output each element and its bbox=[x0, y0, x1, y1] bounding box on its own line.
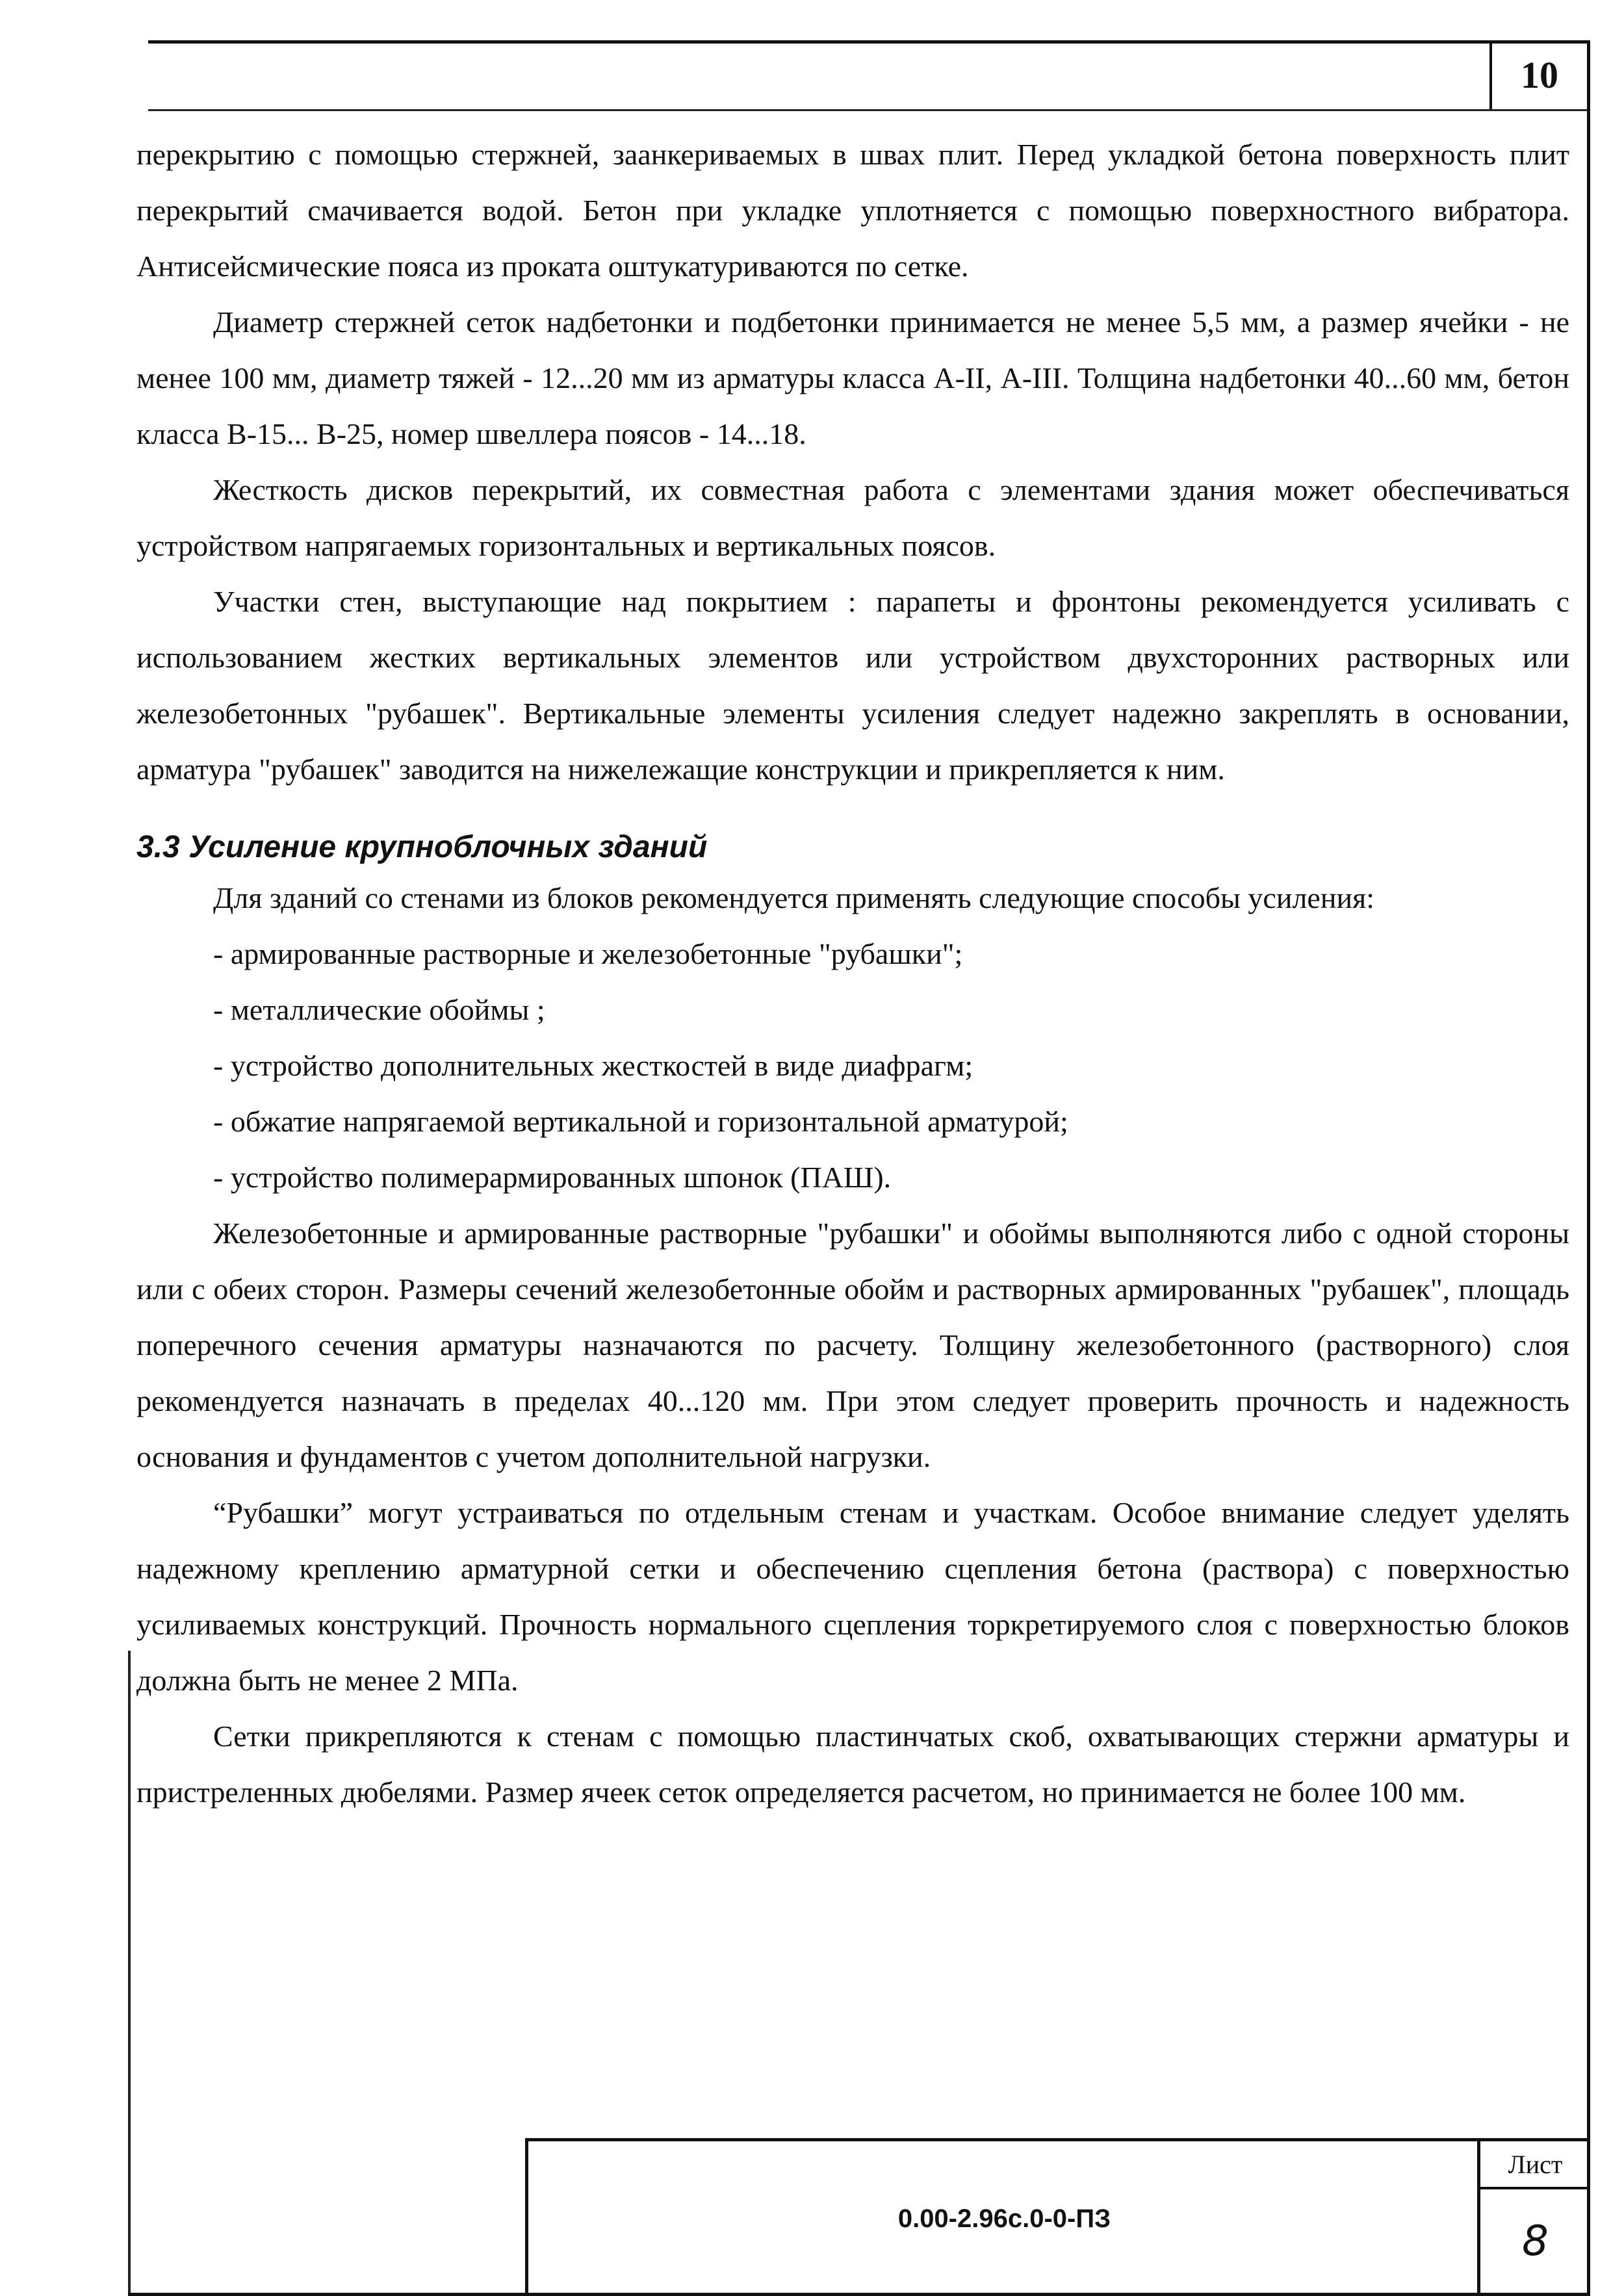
list-item: - устройство полимерармированных шпонок (ПАШ). bbox=[213, 1161, 892, 1194]
top-rule bbox=[148, 40, 1590, 44]
title-block bbox=[525, 2138, 1590, 2296]
list-item: - армированные растворные и железобетонные "рубашки"; bbox=[213, 937, 963, 970]
list-item: - металлические обоймы ; bbox=[213, 993, 545, 1026]
paragraph: Диаметр стержней сеток надбетонки и подбетонки принимается не менее 5,5 мм, а размер ячейки - не менее 100 мм, диаметр тяжей - 12...20 мм из арматуры класса А-II, А-III. Толщина надбетонки 40...60 мм, бетон класса В-15... В-25, номер швеллера поясов - 14...18. bbox=[136, 305, 1569, 450]
frame-left-border bbox=[128, 1651, 131, 2295]
header-rule bbox=[148, 109, 1590, 111]
sheet-number: 8 bbox=[1522, 2217, 1549, 2265]
paragraph: Сетки прикрепляются к стенам с помощью пластинчатых скоб, охватывающих стержни арматуры и пристреленных дюбелями. Размер ячеек сеток определяется расчетом, но принимается не более 100 мм. bbox=[136, 1720, 1569, 1809]
paragraph: Участки стен, выступающие над покрытием : парапеты и фронтоны рекомендуется усиливать с использованием жестких вертикальных элементов или устройством двухсторонних растворных или железобетонных "рубашек". Вертикальные элементы усиления следует надежно закреплять в основании, арматура "рубашек" заводится на нижележащие конструкции и прикрепляется к ним. bbox=[136, 585, 1569, 786]
page-content bbox=[136, 127, 1569, 1820]
page-number: 10 bbox=[1489, 40, 1587, 109]
paragraph: перекрытию с помощью стержней, заанкериваемых в швах плит. Перед укладкой бетона поверхность плит перекрытий смачивается водой. Бетон при укладке уплотняется с помощью поверхностного вибратора. Антисейсмические пояса из проката оштукатуриваются по сетке. bbox=[136, 138, 1569, 283]
paragraph: Железобетонные и армированные растворные "рубашки" и обоймы выполняются либо с одной стороны или с обеих сторон. Размеры сечений железобетонные обойм и растворных армированных "рубашек", площадь поперечного сечения арматуры назначаются по расчету. Толщину железобетонного (растворного) слоя рекомендуется назначать в пределах 40...120 мм. При этом следует проверить прочность и надежность основания и фундаментов с учетом дополнительной нагрузки. bbox=[136, 1217, 1569, 1473]
frame-right-border bbox=[1587, 40, 1590, 2295]
document-code: 0.00-2.96с.0-0-ПЗ bbox=[897, 2204, 1111, 2233]
sheet-cell bbox=[1477, 2141, 1590, 2296]
sheet-label: Лист bbox=[1480, 2141, 1590, 2189]
section-intro: Для зданий со стенами из блоков рекомендуется применять следующие способы усиления: bbox=[213, 881, 1375, 914]
paragraph: “Рубашки” могут устраиваться по отдельным стенам и участкам. Особое внимание следует уделять надежному креплению арматурной сетки и обеспечению сцепления бетона (раствора) с поверхностью усиливаемых конструкций. Прочность нормального сцепления торкретируемого слоя с поверхностью блоков должна быть не менее 2 МПа. bbox=[136, 1496, 1569, 1697]
list-item: - устройство дополнительных жесткостей в виде диафрагм; bbox=[213, 1049, 973, 1082]
list-item: - обжатие напрягаемой вертикальной и горизонтальной арматурой; bbox=[213, 1105, 1068, 1138]
paragraph: Жесткость дисков перекрытий, их совместная работа с элементами здания может обеспечиваться устройством напрягаемых горизонтальных и вертикальных поясов. bbox=[136, 473, 1569, 562]
section-heading: 3.3 Усиление крупноблочных зданий bbox=[136, 830, 708, 864]
